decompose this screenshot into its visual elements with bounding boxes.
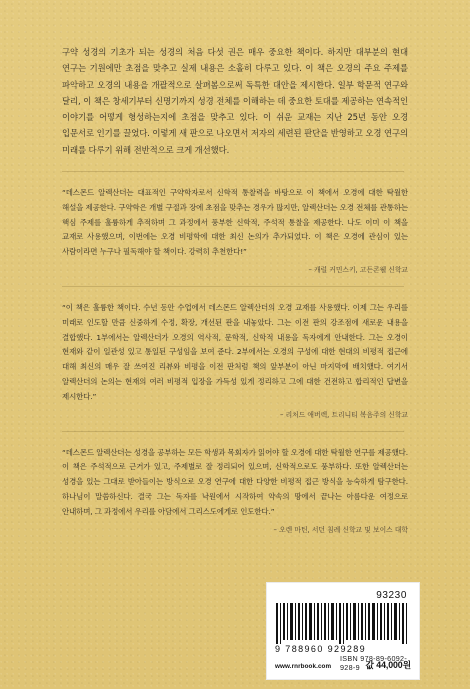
review-quote-2: “이 책은 훌륭한 책이다. 수년 동안 수업에서 데스몬드 알렉산더의 오경 교재를 사용했다. 이제 그는 우리를 미래로 인도할 만큼 신중하게 수정, 확장, 개선된 판을 내놓았다. 그는 이전 판의 강조점에 새로운 내용을 결합했다. 1부에서는 알렉산더가 오경의 역사적, 문학적, 신학적 내용을 독자에게 안내한다. 그는 오경이 현재와 같이 일관성 있고 통일된 구성임을 보여 준다. 2부에서는 오경의 구성에 대한 현대의 비평적 접근에 대해 최신의 매우 잘 쓰여진 리뷰와 비평을 이전 판처럼 책의 앞부분이 아닌 마지막에 배치했다. 여기서 알렉산더의 논의는 현재의 여러 비평적 입장을 가득성 있게 정리하고 그에 대한 건전하고 합리적인 답변을 제시한다.” [62,303,408,401]
review-quote-3: “데스몬드 알렉산더는 성경을 공부하는 모든 학생과 목회자가 읽어야 할 오경에 대한 탁월한 연구를 제공했다. 이 책은 주석적으로 근거가 있고, 주제별로 잘 정리되어 있으며, 신학적으로도 풍부하다. 또한 알렉산더는 성경을 있는 그대로 받아들이는 방식으로 오경 연구에 대한 다양한 비평적 접근 방식을 능숙하게 탐구한다. 하나님이 말씀하신다. 결국 그는 독자를 낙원에서 시작하여 약속의 땅에서 끝나는 아름다운 여정으로 안내하며, 그 과정에서 우리를 아담에서 그리스도에게로 인도한다.” [62,447,408,516]
isbn-barcode-panel [266,582,420,680]
barcode-add-on-number: 93230 [376,590,407,601]
book-description: 구약 성경의 기초가 되는 성경의 처음 다섯 권은 매우 중요한 책이다. 하지만 대부분의 현대 연구는 기원에만 초점을 맞추고 실제 내용은 소홀히 다루고 있다. 이 책은 오경의 주요 주제를 파악하고 오경의 내용을 개괄적으로 살펴봄으로써 독특한 대안을 제시한다. 일부 학문적 연구와 달리, 이 책은 창세기부터 신명기까지 성경 전체를 이해하는 데 중요한 토대를 제공하는 연속적인 이야기를 어떻게 형성하는지에 초점을 맞추고 있다. 이 쉬운 교재는 지난 25년 동안 오경 입문서로 인기를 끌었다. 이렇게 새 판으로 나오면서 저자의 세련된 판단을 반영하고 오경 연구의 미래를 다루기 위해 전반적으로 크게 개선했다. [62,47,408,155]
review-2 [62,301,408,420]
review-quote-1: “데스몬드 알렉산더는 대표적인 구약학자로서 신학적 통찰력을 바탕으로 이 책에서 오경에 대한 탁월한 해설을 제공한다. 구약학은 개별 구절과 장에 초점을 맞추는 경우가 많지만, 알렉산더는 오경 전체를 관통하는 핵심 주제를 훌륭하게 추적하며 그 과정에서 풍부한 신학적, 주석적 통찰을 제공한다. 나도 이미 이 책을 교재로 사용했으며, 이번에는 오경 비평학에 대한 최신 논의가 추가되었다. 이 책은 오경에 관심이 있는 사람이라면 누구나 필독해야 할 책이다. 강력히 추천한다!” [62,188,408,257]
back-cover-content [62,44,408,535]
publisher-url: www.rnrbook.com [275,663,332,670]
isbn-number: ISBN 978-89-6092-928-9 [340,654,408,672]
review-1 [62,186,408,275]
barcode-icon [276,603,410,644]
review-attribution-3: – 오렌 마틴, 서던 침례 신학교 및 보이스 대학 [273,525,408,534]
review-3 [62,446,408,535]
barcode-footer [275,658,411,671]
section-divider [62,431,404,432]
review-attribution-2: – 리처드 애버렉, 트리니티 복음주의 신학교 [280,410,408,419]
book-price: 값 44,000원 [365,660,411,670]
section-divider [62,171,404,172]
section-divider [62,286,404,287]
review-attribution-1: – 캐럴 커민스키, 고든콘웰 신학교 [308,266,408,275]
isbn-barcode-digits: 9 788960 929289 [275,644,367,654]
